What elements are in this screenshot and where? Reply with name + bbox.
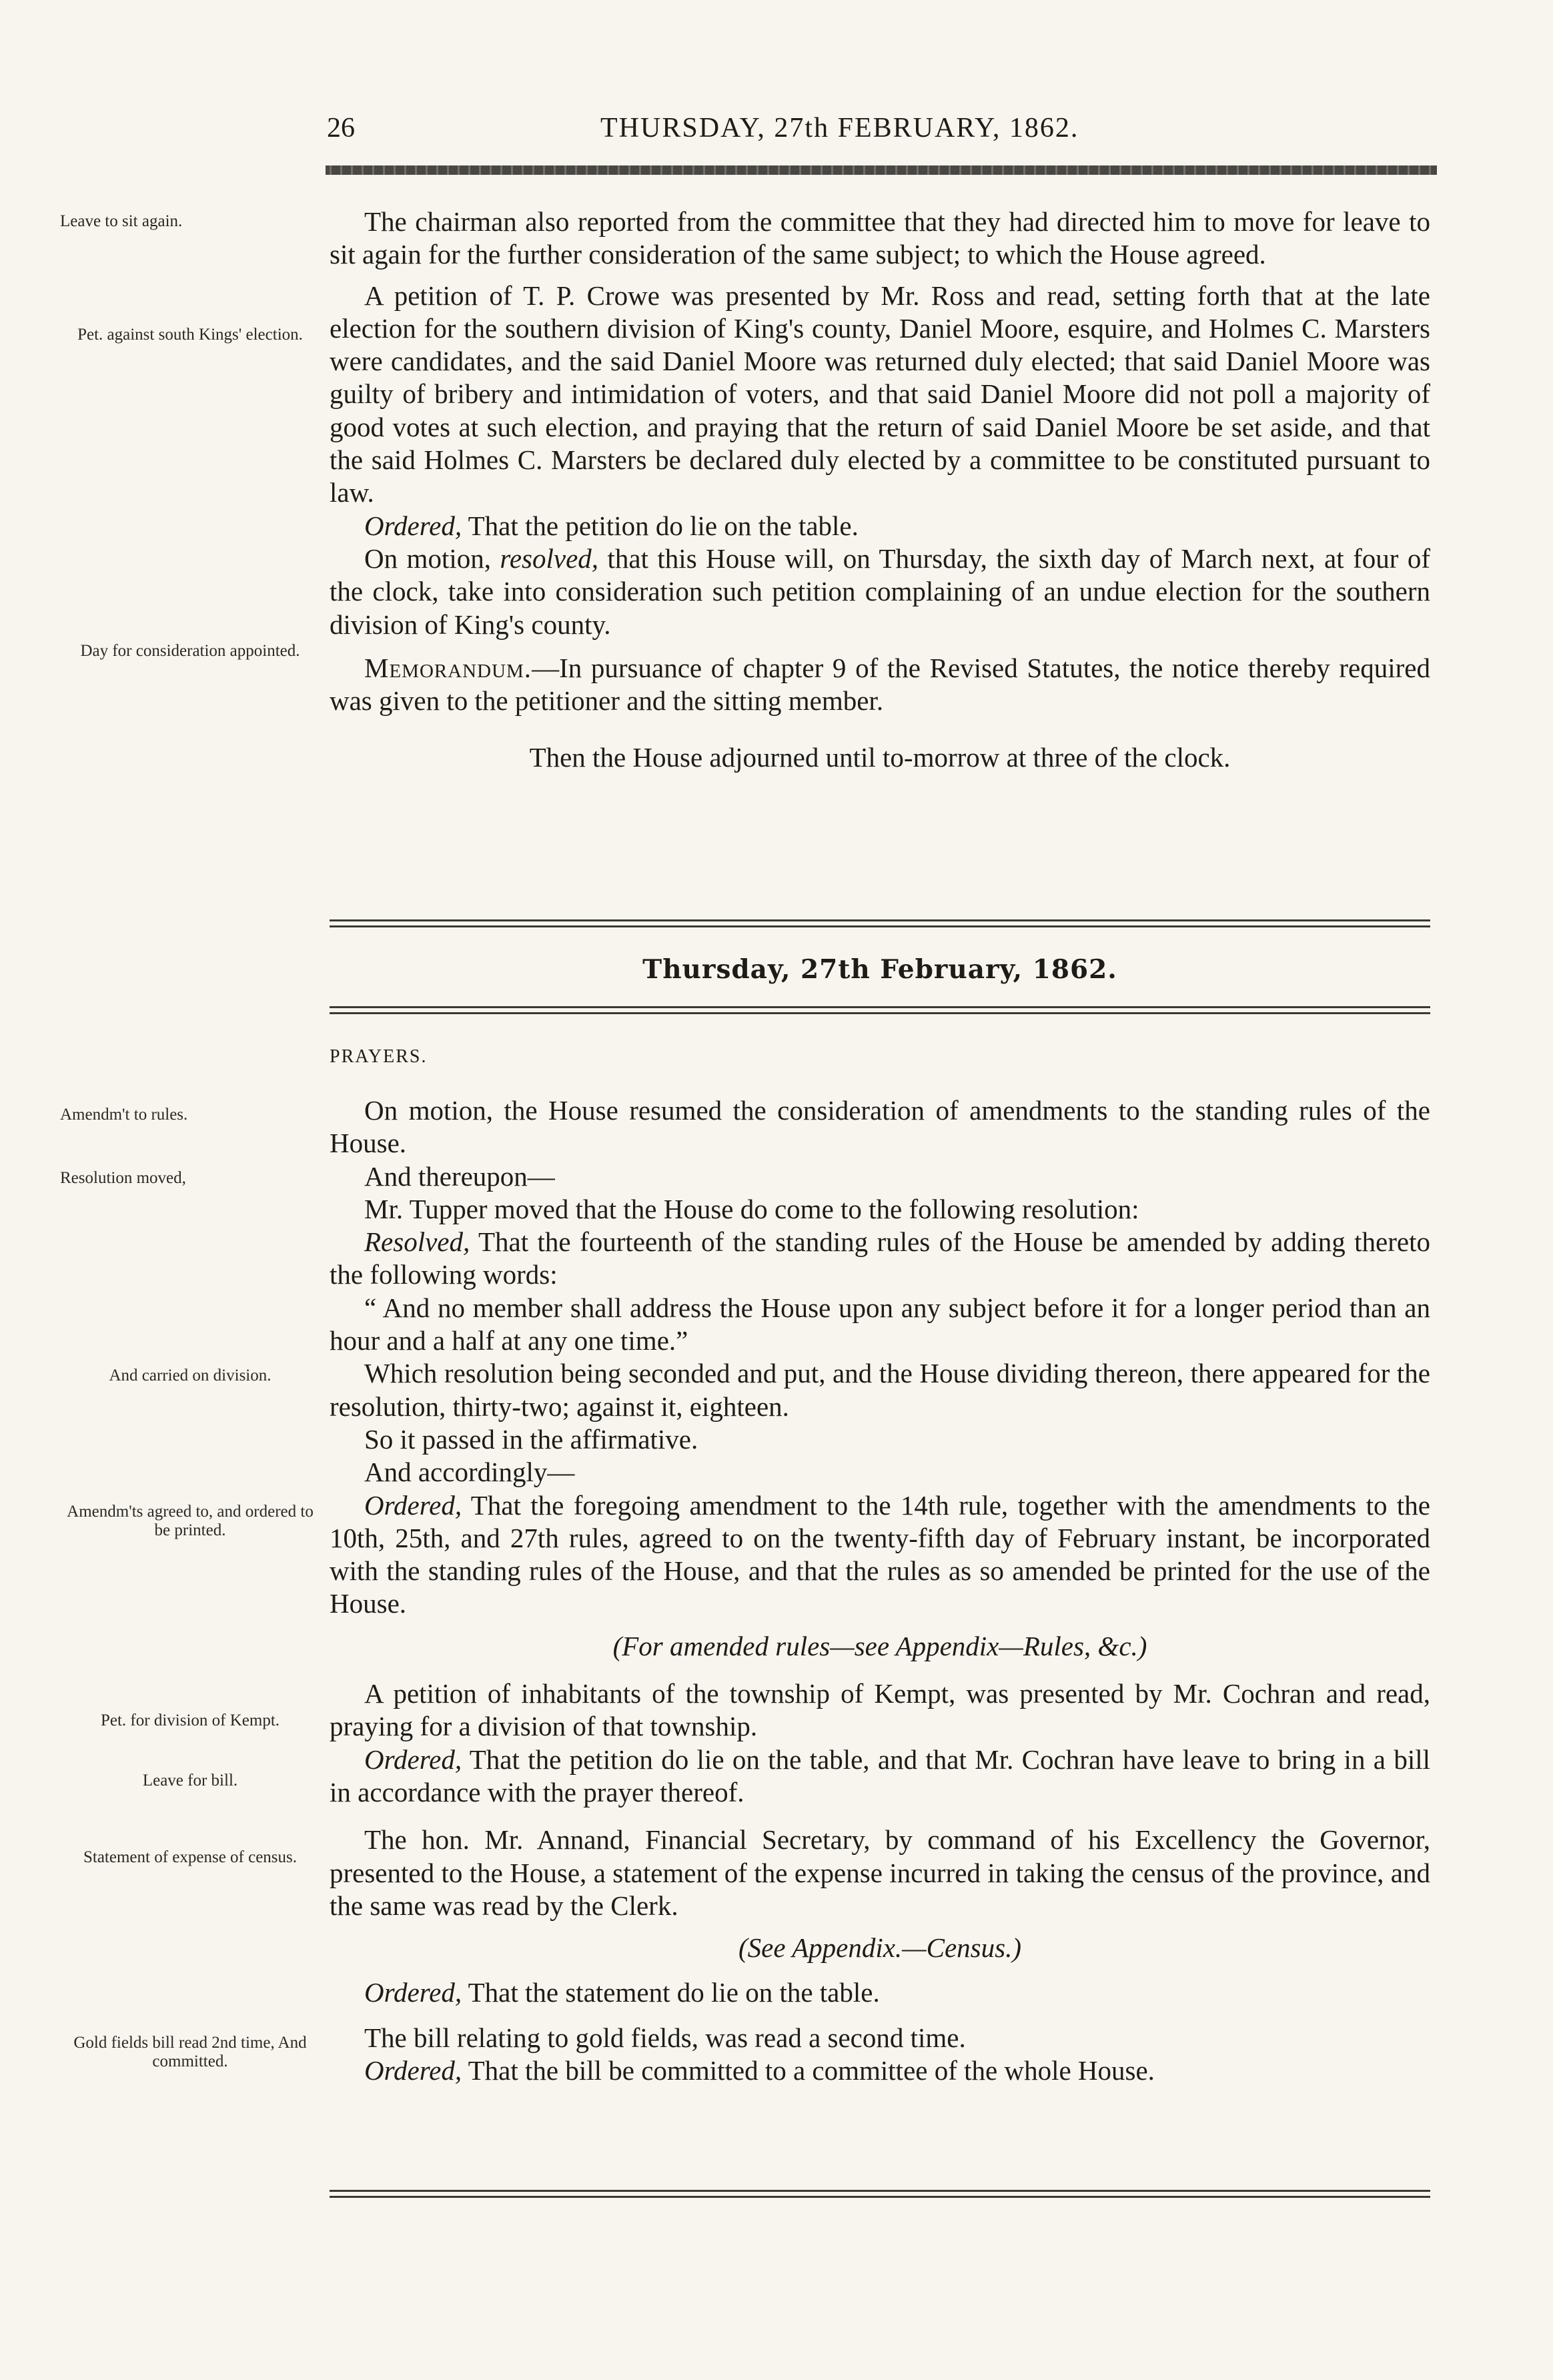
footer-rule	[330, 2190, 1430, 2198]
paragraph	[330, 1743, 1430, 1810]
margin-note: Pet. against south Kings' election.	[77, 326, 303, 344]
ordered-text: That the foregoing amendment to the 14th rule, together with the amendments to the 10th, 25th, and 27th rules, agreed to on the twenty-fifth day of February instant, be incorporated with the standing rules of the House, and that the rules as so amended be printed for the use of the House.	[330, 1489, 1430, 1619]
body-block-2	[330, 1094, 1430, 2087]
paragraph: On motion, the House resumed the consideration of amendments to the standing rules of the House.	[330, 1095, 1430, 1159]
margin-note: Resolution moved,	[60, 1169, 186, 1187]
paragraph	[330, 542, 1430, 641]
margin-note: Gold fields bill read 2nd time, And committed.	[73, 2034, 307, 2070]
ordered-text: That the bill be committed to a committee of the whole House.	[462, 2055, 1155, 2086]
memorandum-text: —In pursuance of chapter 9 of the Revised Statutes, the notice thereby required was given to the petitioner and the sitting member.	[330, 652, 1430, 717]
paragraph	[330, 1489, 1430, 1621]
ordered-text: That the statement do lie on the table.	[462, 1977, 880, 2008]
running-head: THURSDAY, 27th FEBRUARY, 1862.	[600, 113, 1079, 143]
ordered-text: That the petition do lie on the table.	[462, 510, 859, 541]
margin-note: Statement of expense of census.	[83, 1848, 298, 1866]
paragraph: Mr. Tupper moved that the House do come to the following resolution:	[364, 1193, 1139, 1224]
paragraph: The hon. Mr. Annand, Financial Secretary, by command of his Excellency the Governor, presented to the House, a statement of the expense incurred in taking the census of the province, and the same was read by the Clerk.	[330, 1824, 1430, 1921]
paragraph: A petition of T. P. Crowe was presented by Mr. Ross and read, setting forth that at the late election for the southern division of King's county, Daniel Moore, esquire, and Holmes C. Marsters were candidates, and the said Daniel Moore was returned duly elected; that said Daniel Moore was guilty of bribery and intimidation of voters, and that said Daniel Moore did not poll a majority of good votes at such election, and praying that the return of said Daniel Moore be set aside, and that the said Holmes C. Marsters be declared duly elected by a committee to be constituted pursuant to law.	[330, 280, 1430, 508]
ordered-label: Ordered,	[364, 1489, 462, 1521]
margin-note: Day for consideration appointed.	[80, 642, 300, 660]
header-rule	[326, 165, 1437, 175]
ordered-label: Ordered,	[364, 2055, 462, 2086]
paragraph: Which resolution being seconded and put, and the House dividing thereon, there appeared for the resolution, thirty-two; against it, eighteen.	[330, 1358, 1430, 1422]
adjournment: Then the House adjourned until to-morrow at three of the clock.	[529, 742, 1231, 773]
page-number: 26	[327, 113, 355, 143]
memorandum-label: Memorandum.	[364, 652, 532, 683]
paragraph	[330, 2054, 1430, 2087]
paragraph: So it passed in the affirmative.	[364, 1423, 698, 1455]
paragraph: The bill relating to gold fields, was read a second time.	[364, 2022, 966, 2053]
paragraph: “ And no member shall address the House upon any subject before it for a longer period than an hour and a half at any one time.”	[330, 1292, 1430, 1356]
margin-note: Leave to sit again.	[60, 212, 183, 230]
ordered-label: Ordered,	[364, 1743, 462, 1775]
margin-note: And carried on division.	[109, 1366, 272, 1384]
ordered-label: Ordered,	[364, 510, 462, 541]
ordered-text: That the petition do lie on the table, and that Mr. Cochran have leave to bring in a bill in accordance with the prayer thereof.	[330, 1743, 1430, 1808]
paragraph	[330, 510, 1430, 542]
paragraph	[330, 1226, 1430, 1292]
resolution-text: That the fourteenth of the standing rules of the House be amended by adding thereto the following words:	[330, 1226, 1430, 1290]
motion-text: that this House will, on Thursday, the sixth day of March next, at four of the clock, take into consideration such petition complaining of an undue election for the southern division of King's county.	[330, 542, 1430, 640]
section-rule-top	[330, 919, 1430, 927]
paragraph: A petition of inhabitants of the township of Kempt, was presented by Mr. Cochran and read, praying for a division of that township.	[330, 1678, 1430, 1742]
motion-text: On motion,	[364, 542, 500, 574]
paragraph: And thereupon—	[364, 1160, 555, 1192]
paragraph: And accordingly—	[364, 1457, 575, 1488]
ordered-label: Ordered,	[364, 1977, 462, 2008]
paragraph	[330, 1976, 1430, 2009]
margin-note: Pet. for division of Kempt.	[100, 1711, 280, 1729]
page-header	[327, 112, 1434, 152]
appendix-ref: (See Appendix.—Census.)	[738, 1932, 1021, 1964]
appendix-ref: (For amended rules—see Appendix—Rules, &c.)	[612, 1630, 1147, 1661]
section-rule-bottom	[330, 1006, 1430, 1014]
body-block-1	[330, 206, 1430, 775]
paragraph	[330, 652, 1430, 718]
prayers-label: PRAYERS.	[330, 1046, 428, 1067]
resolved-label: resolved,	[500, 542, 599, 574]
margin-note: Amendm't to rules.	[60, 1106, 188, 1124]
resolved-label: Resolved,	[364, 1226, 470, 1258]
section-title: Thursday, 27th February, 1862.	[642, 954, 1117, 985]
margin-note: Amendm'ts agreed to, and ordered to be printed.	[67, 1503, 314, 1539]
paragraph: The chairman also reported from the committee that they had directed him to move for leave to sit again for the further consideration of the same subject; to which the House agreed.	[330, 206, 1430, 270]
margin-note: Leave for bill.	[142, 1771, 238, 1790]
